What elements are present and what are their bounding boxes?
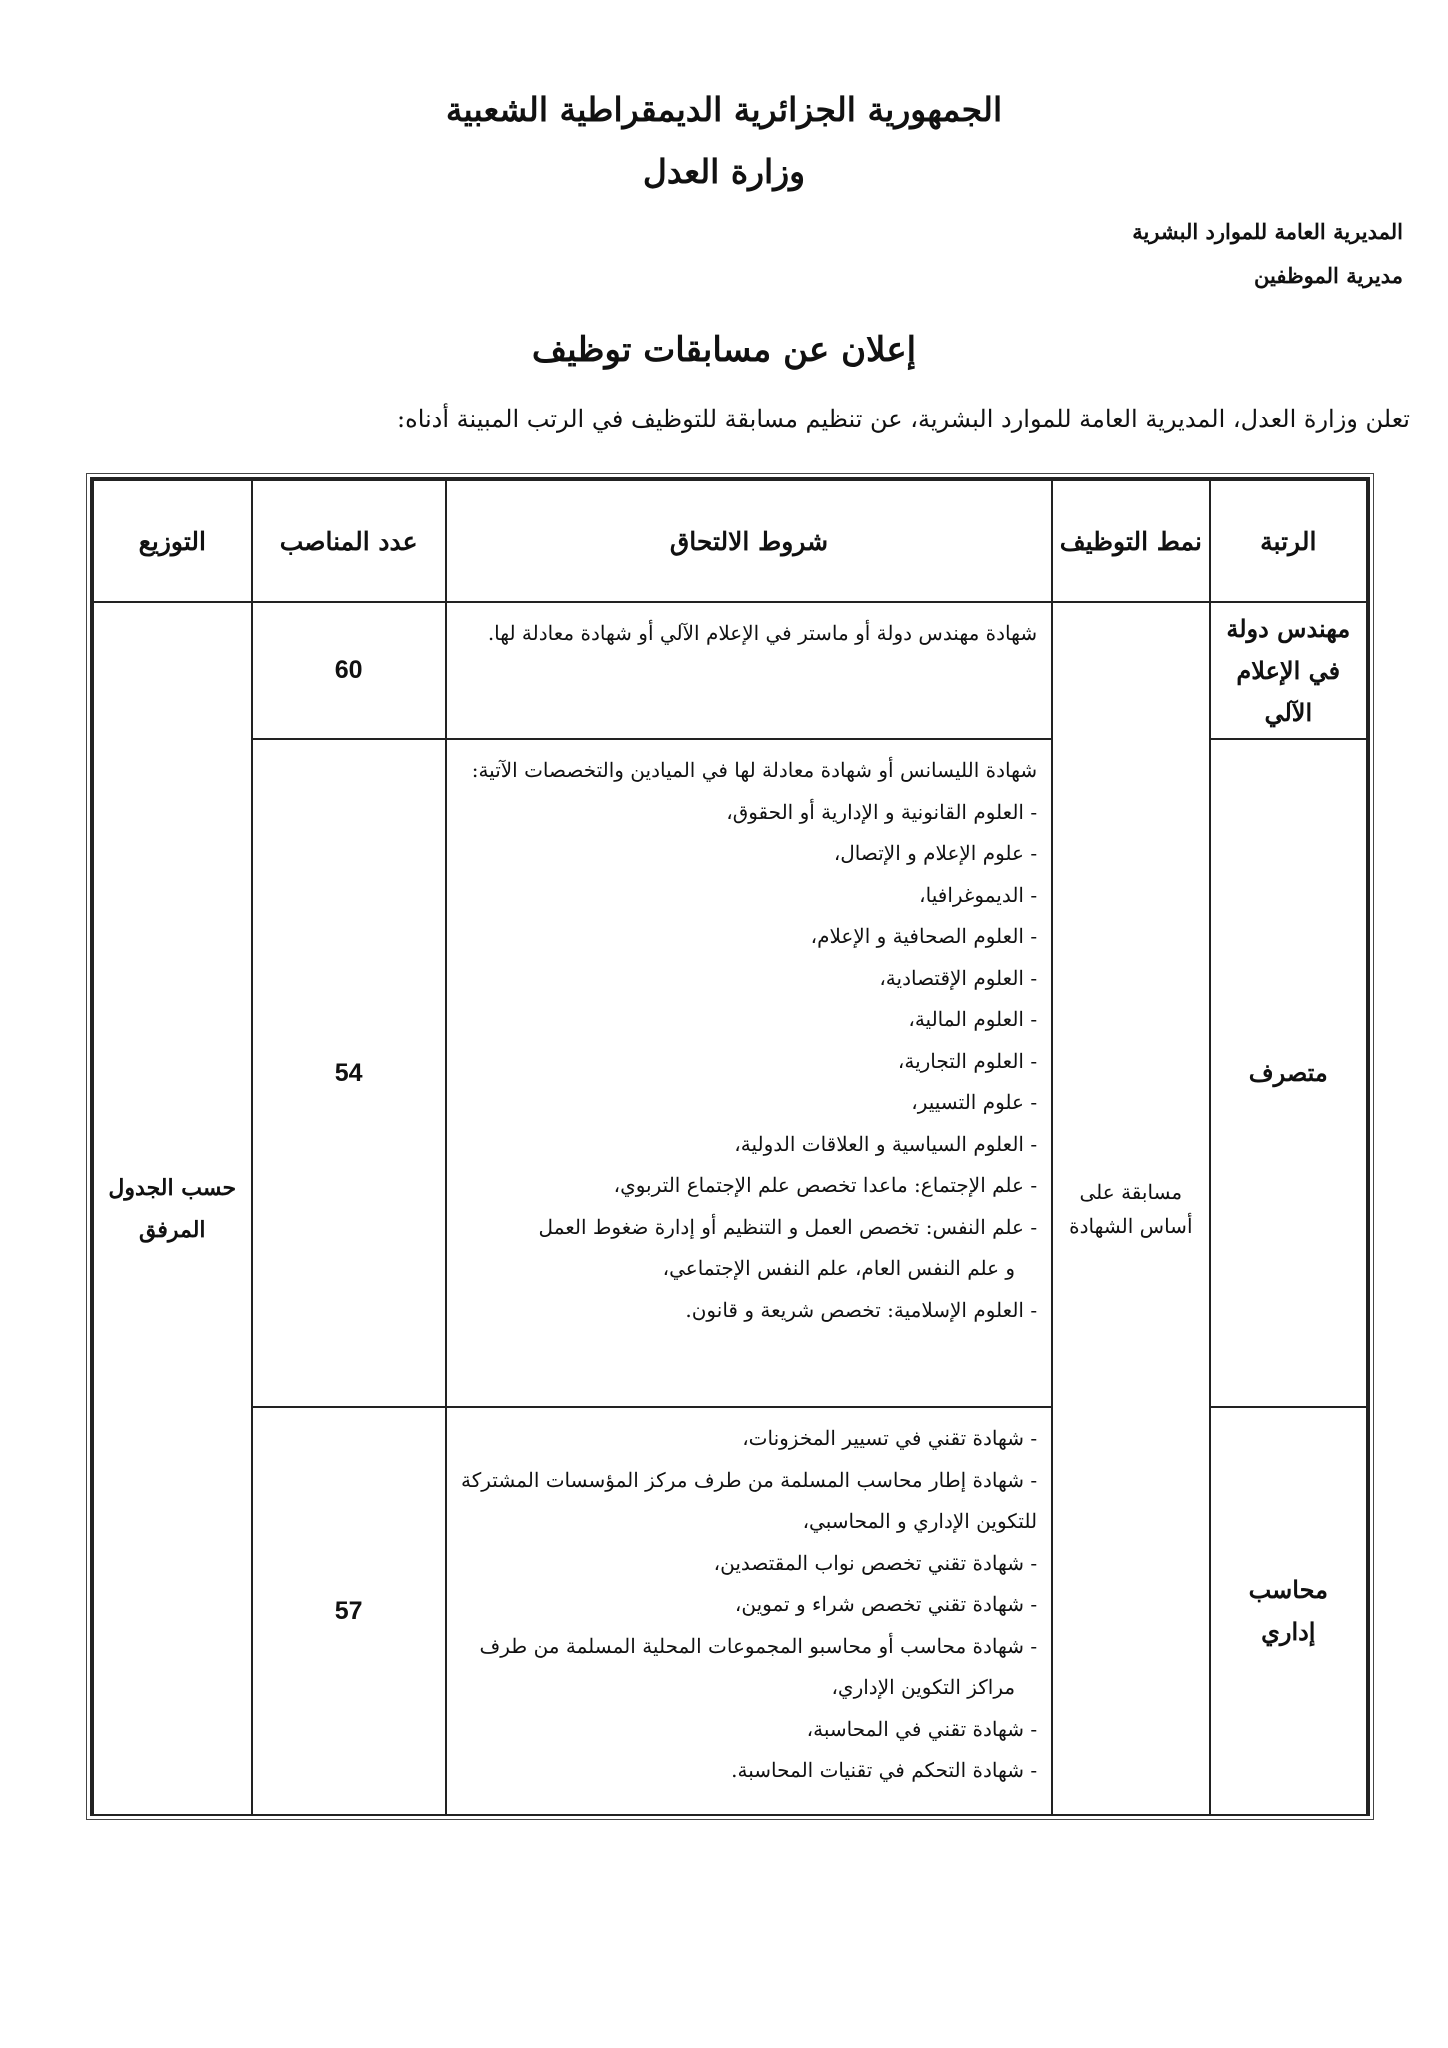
grade-name: متصرف	[1248, 1058, 1328, 1087]
posts-cell	[252, 739, 446, 1407]
condition-line: - شهادة إطار محاسب المسلمة من طرف مركز المؤسسات المشتركة	[461, 1467, 1038, 1492]
grade-cell	[1210, 1407, 1367, 1815]
header-posts: عدد المناصب	[252, 480, 446, 602]
condition-line: - العلوم السياسية و العلاقات الدولية،	[734, 1131, 1038, 1156]
republic-title: الجمهورية الجزائرية الديمقراطية الشعبية	[445, 90, 1003, 129]
condition-line: - علم النفس: تخصص العمل و التنظيم أو إدارة ضغوط العمل	[538, 1214, 1038, 1239]
condition-line: - شهادة محاسب أو محاسبو المجموعات المحلية المسلمة من طرف	[479, 1633, 1038, 1658]
posts-cell	[252, 602, 446, 739]
condition-line: شهادة الليسانس أو شهادة معادلة لها في الميادين والتخصصات الآتية:	[471, 758, 1038, 782]
header-conditions: شروط الالتحاق	[446, 480, 1052, 602]
condition-line: - علم الإجتماع: ماعدا تخصص علم الإجتماع التربوي،	[613, 1173, 1038, 1197]
recruitment-table	[92, 479, 1368, 1816]
condition-line: - شهادة تقني تخصص شراء و تموين،	[734, 1592, 1038, 1616]
distribution-cell	[93, 602, 252, 1815]
mode-cell	[1052, 602, 1209, 1815]
posts-count: 57	[334, 1596, 363, 1625]
grade-cell	[1210, 739, 1367, 1407]
ministry-title: وزارة العدل	[642, 152, 806, 191]
table-row	[93, 602, 1367, 739]
condition-line: - العلوم الإسلامية: تخصص شريعة و قانون.	[685, 1297, 1038, 1322]
grade-name: محاسب إداري	[1248, 1575, 1328, 1646]
directorate: مديرية الموظفين	[1254, 263, 1403, 288]
table-header-row	[93, 480, 1367, 602]
condition-line: - شهادة تقني في المحاسبة،	[806, 1716, 1038, 1741]
condition-line: - شهادة تقني في تسيير المخزونات،	[742, 1426, 1038, 1450]
condition-line: - العلوم الصحافية و الإعلام،	[810, 924, 1038, 948]
grade-cell	[1210, 602, 1367, 739]
announcement-title: إعلان عن مسابقات توظيف	[531, 330, 917, 370]
condition-line: - العلوم القانونية و الإدارية أو الحقوق،	[726, 799, 1038, 824]
posts-count: 60	[334, 656, 363, 684]
condition-line: - شهادة تقني تخصص نواب المقتصدين،	[713, 1550, 1038, 1575]
condition-line: - العلوم المالية،	[908, 1007, 1038, 1031]
directorate-general: المديرية العامة للموارد البشرية	[1132, 219, 1403, 244]
recruitment-table-frame	[90, 477, 1370, 1816]
distribution-value: حسب الجدول المرفق	[108, 1174, 237, 1243]
condition-line: شهادة مهندس دولة أو ماستر في الإعلام الآلي أو شهادة معادلة لها.	[487, 621, 1038, 645]
grade-name: مهندس دولة في الإعلام الآلي	[1226, 613, 1351, 727]
announcement-intro: تعلن وزارة العدل، المديرية العامة للموارد البشرية، عن تنظيم مسابقة للتوظيف في الرتب المبينة أدناه:	[397, 405, 1410, 433]
condition-line: و علم النفس العام، علم النفس الإجتماعي،	[662, 1256, 1016, 1280]
department-block	[1132, 210, 1403, 298]
condition-line: - علوم التسيير،	[911, 1090, 1038, 1114]
condition-line: - العلوم التجارية،	[897, 1048, 1038, 1073]
header-mode: نمط التوظيف	[1052, 480, 1209, 602]
conditions-cell	[446, 1407, 1052, 1815]
header-distribution: التوزيع	[93, 480, 252, 602]
posts-cell	[252, 1407, 446, 1815]
posts-count: 54	[334, 1058, 363, 1087]
condition-line: - علوم الإعلام و الإتصال،	[833, 841, 1038, 865]
mode-value: مسابقة على أساس الشهادة	[1069, 1179, 1193, 1238]
condition-line: - الديموغرافيا،	[919, 882, 1038, 907]
condition-line: - العلوم الإقتصادية،	[879, 965, 1038, 990]
condition-line: للتكوين الإداري و المحاسبي،	[802, 1509, 1038, 1533]
conditions-cell	[446, 602, 1052, 739]
conditions-cell	[446, 739, 1052, 1407]
condition-line: - شهادة التحكم في تقنيات المحاسبة.	[731, 1758, 1038, 1782]
header-grade: الرتبة	[1210, 480, 1367, 602]
condition-line: مراكز التكوين الإداري،	[831, 1675, 1016, 1699]
